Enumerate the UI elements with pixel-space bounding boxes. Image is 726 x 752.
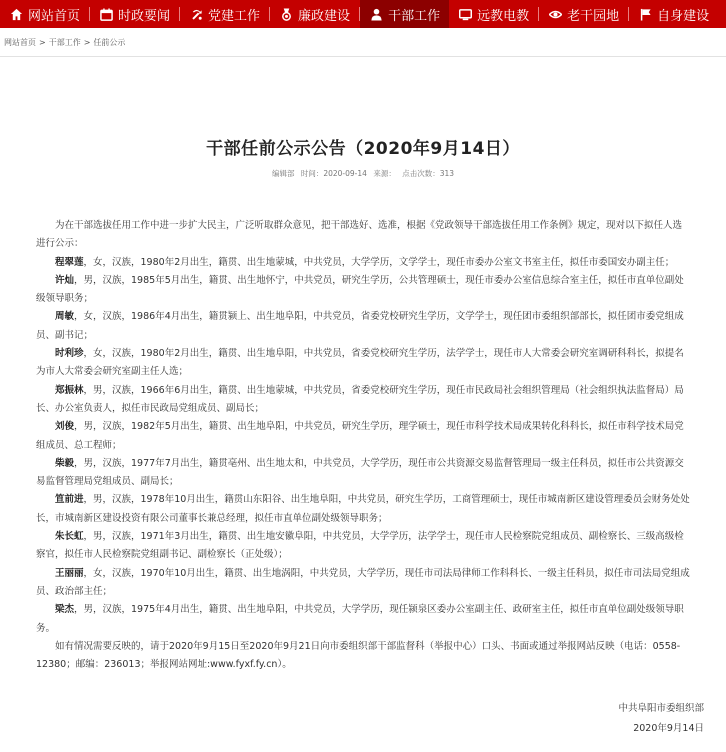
nav-item-remote-education[interactable]: [449, 0, 538, 28]
person-name: 梁杰: [55, 604, 75, 616]
person-name: 朱长虹: [55, 531, 84, 543]
nav-label: 时政要闻: [118, 8, 171, 24]
breadcrumb-separator: >: [39, 37, 46, 47]
list-item: [36, 418, 690, 455]
calendar-icon: [100, 8, 113, 21]
person-name: 周敏: [55, 311, 75, 323]
article-body: [36, 217, 690, 674]
article-intro: 为在干部选拔任用工作中进一步扩大民主，广泛听取群众意见，把干部选好、选准，根据《党政领导干部选拔任用工作条例》规定，现对以下拟任人选进行公示：: [36, 220, 683, 250]
breadcrumb-current-page[interactable]: 任前公示: [93, 37, 126, 47]
nav-item-party-building[interactable]: [180, 0, 269, 28]
list-item: [36, 308, 690, 345]
breadcrumb-home-link[interactable]: 网站首页: [4, 37, 36, 47]
nav-label: 网站首页: [28, 8, 81, 24]
nav-label: 干部工作: [388, 8, 441, 24]
person-details: ，女，汉族，1986年4月出生，籍贯颍上、出生地阜阳，中共党员，省委党校研究生学历，文学学士，现任团市委组织部部长，拟任团市委党组成员、副书记；: [36, 311, 684, 341]
list-item: [36, 528, 690, 565]
nav-label: 远教电教: [477, 8, 530, 24]
person-name: 刘俊: [55, 421, 75, 433]
nav-item-news[interactable]: [90, 0, 179, 28]
list-item: [36, 382, 690, 419]
person-details: ，男，汉族，1977年7月出生，籍贯亳州、出生地太和，中共党员，大学学历，现任市公共资源交易监督管理局一级主任科员，拟任市公共资源交易监督管理局党组成员、副局长；: [36, 457, 684, 488]
nav-label: 老干园地: [567, 8, 620, 24]
person-details: ，男，汉族，1975年4月出生，籍贯、出生地阜阳，中共党员，大学学历，现任颍泉区委办公室副主任、政研室主任，拟任市直单位副处级领导职务。: [36, 604, 684, 634]
nav-item-self-building[interactable]: [629, 0, 718, 28]
person-details: ，男，汉族，1966年6月出生，籍贯、出生地蒙城，中共党员，省委党校研究生学历，现任市民政局社会组织管理局（社会组织执法监督局）局长、办公室负责人，拟任市民政局党组成员、副局长；: [36, 384, 684, 414]
top-nav: [0, 0, 726, 28]
article-time: 时间：2020-09-14: [300, 169, 367, 178]
user-icon: [370, 8, 383, 21]
party-emblem-icon: [190, 8, 203, 21]
person-details: ，男，汉族，1985年5月出生，籍贯、出生地怀宁，中共党员，研究生学历，公共管理硕士，现任市委办公室信息综合室主任，拟任市直单位副处级领导职务；: [36, 274, 684, 305]
breadcrumb-separator: >: [83, 37, 91, 47]
signature-org: 中共阜阳市委组织部: [618, 703, 704, 715]
person-name: 许灿: [55, 274, 75, 286]
list-item: [36, 491, 690, 528]
nav-item-veteran-cadres[interactable]: [539, 0, 628, 28]
home-icon: [10, 8, 23, 21]
breadcrumb-cadre-work-link[interactable]: 干部工作: [48, 37, 81, 47]
person-name: 时利珍: [55, 348, 84, 360]
tv-icon: [459, 8, 472, 21]
breadcrumb: [0, 28, 726, 57]
list-item: [36, 345, 690, 382]
nav-item-integrity[interactable]: [270, 0, 359, 28]
article-closing: 如有情况需要反映的，请于2020年9月15日至2020年9月21日向市委组织部干部监督科（举报中心）口头、书面或通过举报网站反映（电话：0558-12380；邮编：236013；举报网站网址:www.fyxf.fy.cn）。: [36, 640, 681, 671]
list-item: [36, 565, 690, 602]
article-title: 干部任前公示公告（2020年9月14日）: [206, 139, 520, 159]
signature-block: [0, 699, 704, 739]
list-item: [36, 601, 690, 638]
nav-label: 自身建设: [657, 8, 710, 24]
list-item: [36, 455, 690, 492]
list-item: [36, 254, 690, 272]
article-editor: 编辑部: [271, 169, 295, 178]
person-details: ，女，汉族，1980年2月出生，籍贯、出生地蒙城，中共党员，大学学历，文学学士，现任市委办公室文书室主任，拟任市委国安办副主任；: [83, 256, 675, 268]
nav-item-cadre-work[interactable]: [360, 0, 449, 28]
person-details: ，男，汉族，1978年10月出生，籍贯山东阳谷、出生地阜阳，中共党员，研究生学历，工商管理硕士，现任市城南新区建设管理委员会财务处处长，市城南新区建设投资有限公司董事长兼总经理，拟任市直单位副处级领导职务；: [36, 494, 690, 524]
person-details: ，女，汉族，1980年2月出生，籍贯、出生地阜阳，中共党员，省委党校研究生学历，法学学士，现任市人大常委会研究室调研科科长，拟提名为市人大常委会研究室副主任人选；: [36, 348, 684, 378]
eye-icon: [549, 8, 562, 21]
person-name: 程翠莲: [55, 256, 84, 268]
article-click-count: 点击次数：313: [402, 169, 455, 178]
list-item: [36, 272, 690, 309]
medal-icon: [280, 8, 293, 21]
article-meta: [0, 168, 726, 179]
person-name: 郑振林: [55, 384, 84, 396]
article-source: 来源：: [373, 169, 396, 178]
signature-date: 2020年9月14日: [633, 723, 704, 735]
person-details: ，男，汉族，1971年3月出生，籍贯、出生地安徽阜阳，中共党员，大学学历，法学学士，现任市人民检察院党组成员、副检察长、三级高级检察官，拟任市人民检察院党组副书记、副检察长（正处级）；: [36, 531, 684, 561]
nav-label: 党建工作: [208, 8, 261, 24]
nav-label: 廉政建设: [298, 8, 351, 24]
person-name: 笪前进: [55, 494, 84, 506]
person-details: ，男，汉族，1982年5月出生，籍贯、出生地阜阳，中共党员，研究生学历，理学硕士，现任市科学技术局成果转化科科长，拟任市科学技术局党组成员、总工程师；: [36, 421, 684, 451]
flag-icon: [639, 8, 652, 21]
person-details: ，女，汉族，1970年10月出生，籍贯、出生地涡阳，中共党员，大学学历，现任市司法局律师工作科科长、一级主任科员，拟任市司法局党组成员、政治部主任；: [36, 567, 690, 597]
person-name: 王丽丽: [55, 567, 84, 579]
nav-item-home[interactable]: [0, 0, 89, 28]
person-name: 柴毅: [55, 457, 75, 469]
